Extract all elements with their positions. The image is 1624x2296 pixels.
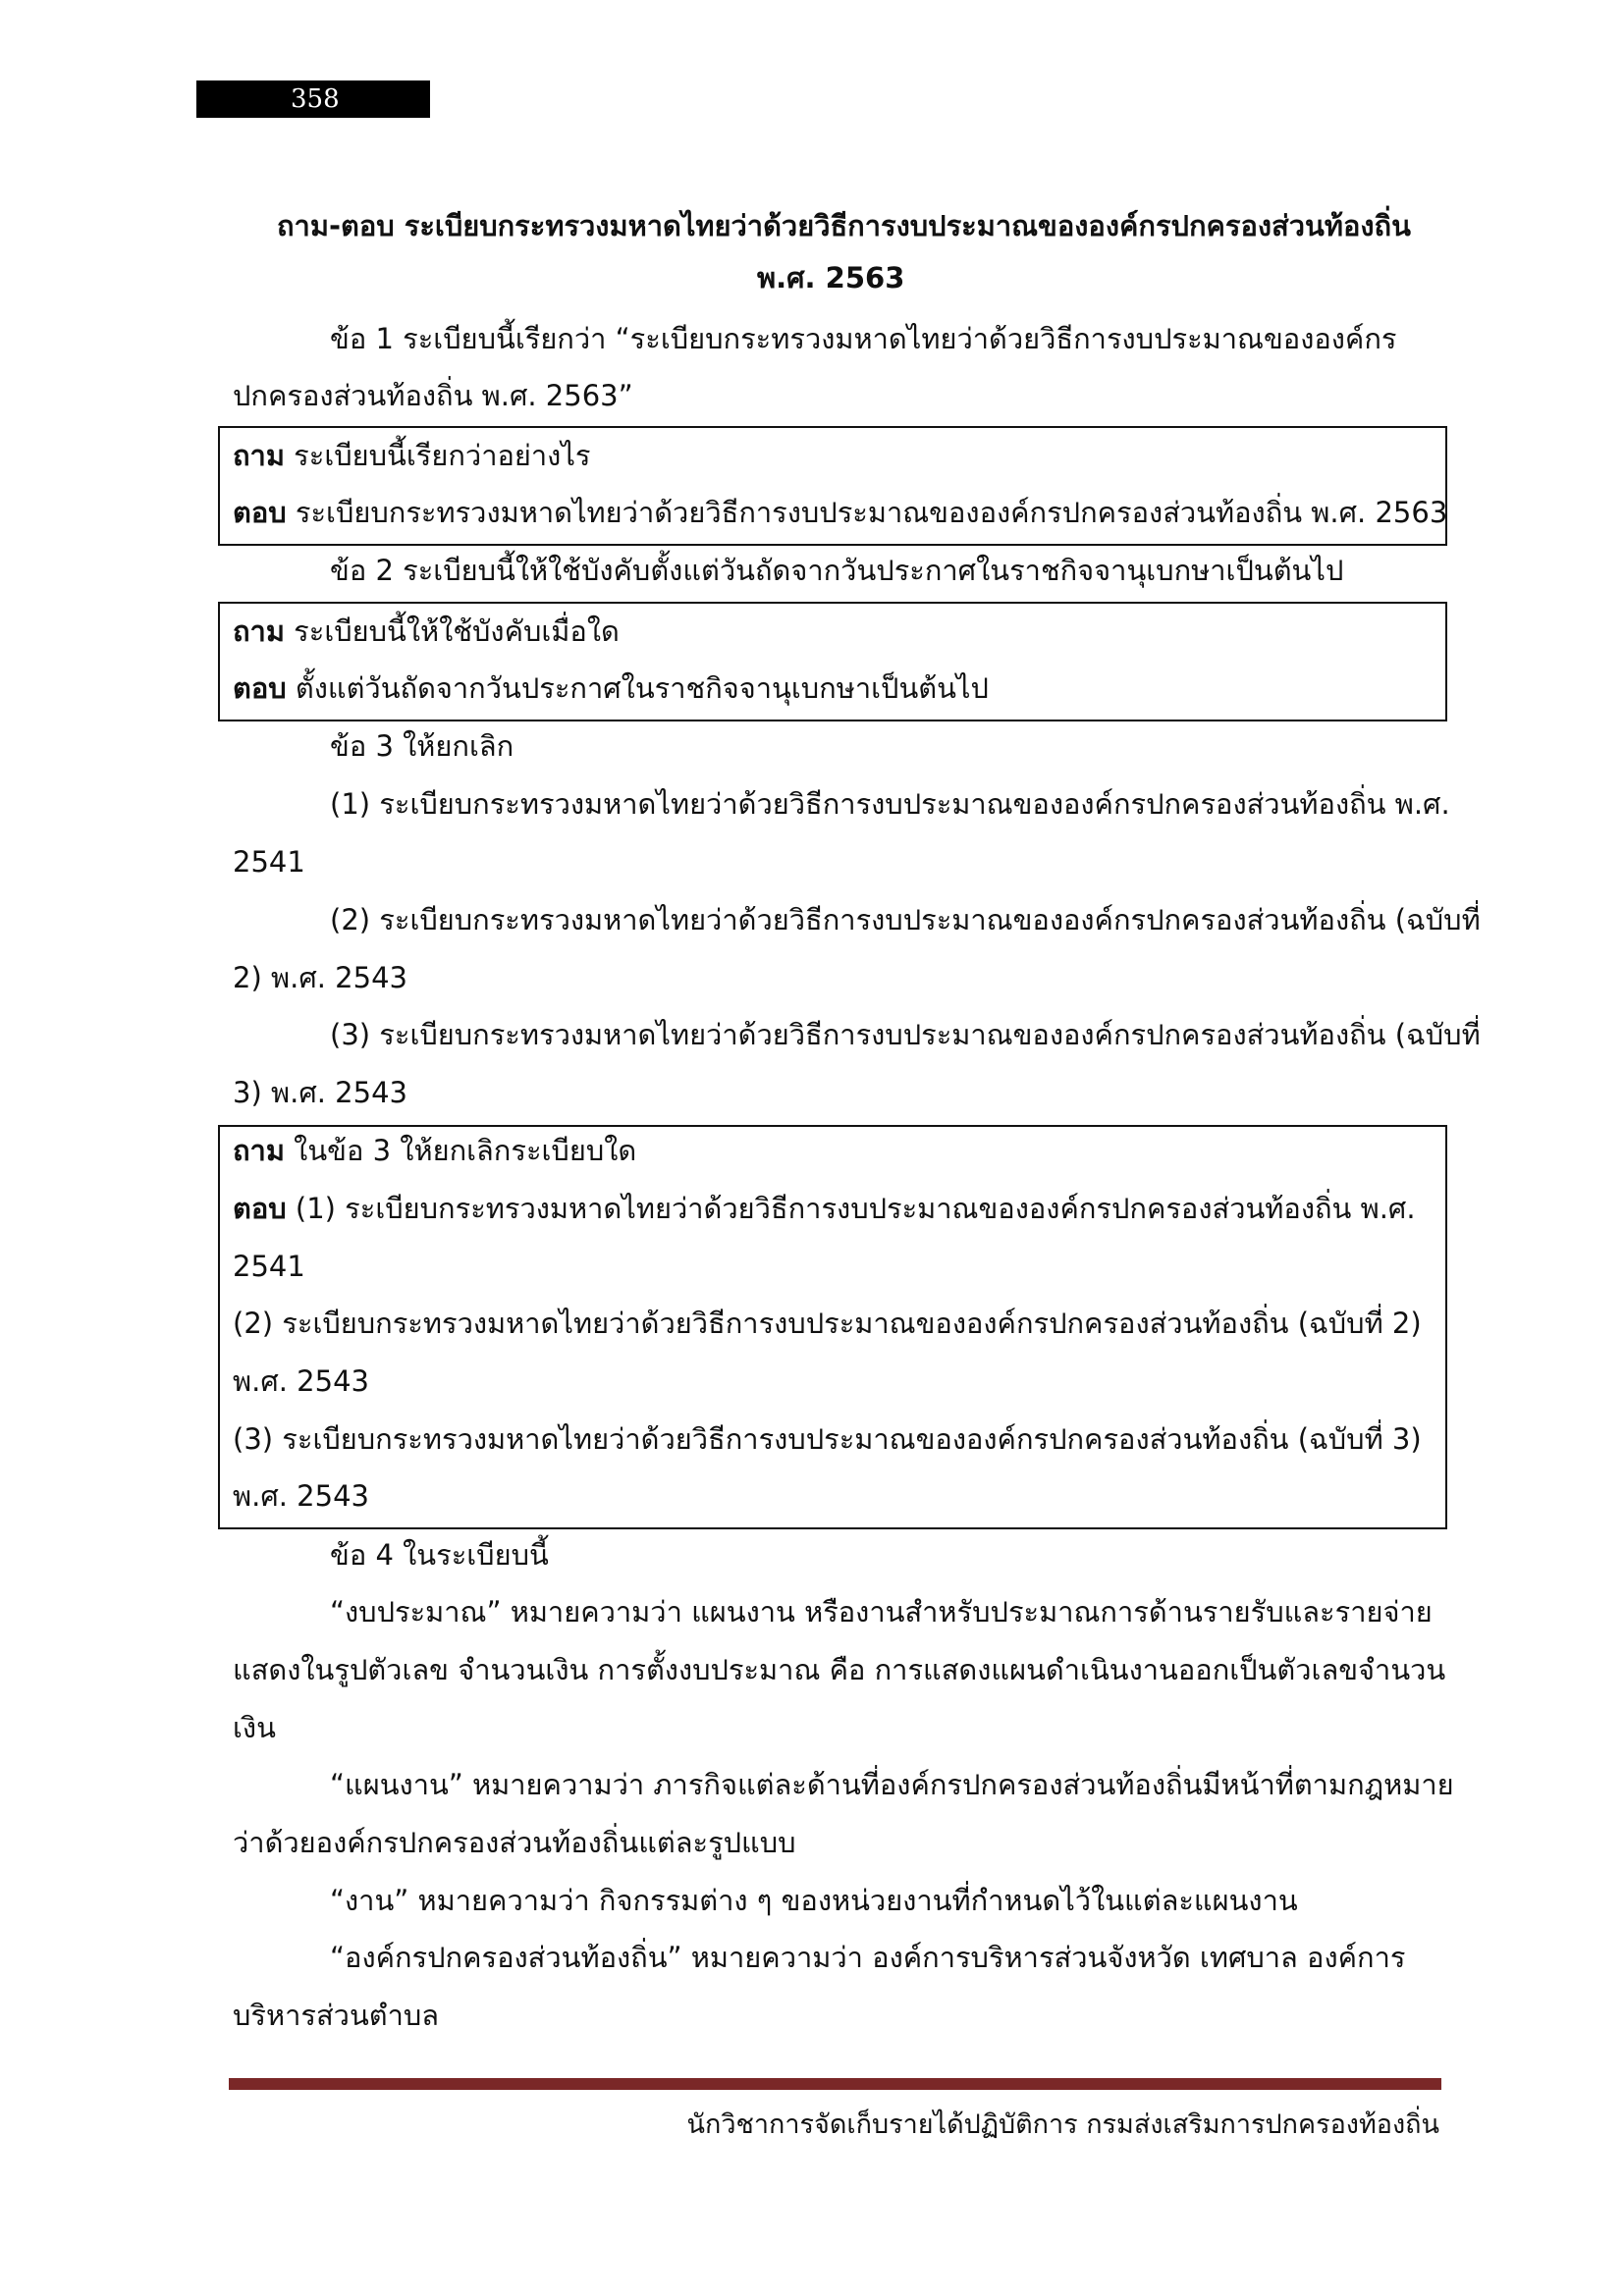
qa3-answer-line5: (3) ระเบียบกระทรวงมหาดไทยว่าด้วยวิธีการงบประมาณขององค์กรปกครองส่วนท้องถิ่น (ฉบับที่ 3): [233, 1422, 1422, 1456]
document-title-line1: ถาม-ตอบ ระเบียบกระทรวงมหาดไทยว่าด้วยวิธีการงบประมาณขององค์กรปกครองส่วนท้องถิ่น: [277, 209, 1411, 242]
article4-def2-line1: “แผนงาน” หมายความว่า ภารกิจแต่ละด้านที่องค์กรปกครองส่วนท้องถิ่นมีหน้าที่ตามกฎหมาย: [330, 1768, 1454, 1801]
qa1-answer: [233, 493, 1447, 532]
document-title-line2: พ.ศ. 2563: [757, 261, 905, 294]
footer-rule: [229, 2078, 1441, 2090]
question-label: ถาม: [233, 1134, 285, 1167]
article3-item1-line1: (1) ระเบียบกระทรวงมหาดไทยว่าด้วยวิธีการงบประมาณขององค์กรปกครองส่วนท้องถิ่น พ.ศ.: [330, 787, 1450, 821]
page-number-box: [196, 80, 430, 118]
qa3-question: [233, 1131, 636, 1170]
question-text: ในข้อ 3 ให้ยกเลิกระเบียบใด: [284, 1134, 637, 1167]
page-number: 358: [291, 84, 340, 114]
article3-item3-line1: (3) ระเบียบกระทรวงมหาดไทยว่าด้วยวิธีการงบประมาณขององค์กรปกครองส่วนท้องถิ่น (ฉบับที่: [330, 1018, 1481, 1051]
article4-def1-line2: แสดงในรูปตัวเลข จำนวนเงิน การตั้งงบประมาณ คือ การแสดงแผนดำเนินงานออกเป็นตัวเลขจำนวน: [233, 1653, 1446, 1686]
question-label: ถาม: [233, 439, 285, 472]
qa2-question: [233, 612, 620, 651]
question-text: ระเบียบนี้ให้ใช้บังคับเมื่อใด: [284, 614, 620, 648]
article4-def4-line2: บริหารส่วนตำบล: [233, 1999, 440, 2032]
article3-item3-line2: 3) พ.ศ. 2543: [233, 1076, 407, 1109]
article3-item2-line1: (2) ระเบียบกระทรวงมหาดไทยว่าด้วยวิธีการงบประมาณขององค์กรปกครองส่วนท้องถิ่น (ฉบับที่: [330, 903, 1481, 936]
qa3-answer-line3: (2) ระเบียบกระทรวงมหาดไทยว่าด้วยวิธีการงบประมาณขององค์กรปกครองส่วนท้องถิ่น (ฉบับที่ 2): [233, 1307, 1422, 1340]
qa2-answer: [233, 668, 989, 708]
question-text: ระเบียบนี้เรียกว่าอย่างไร: [284, 439, 591, 472]
qa1-question: [233, 436, 591, 475]
answer-label: ตอบ: [233, 1192, 287, 1225]
answer-text: (1) ระเบียบกระทรวงมหาดไทยว่าด้วยวิธีการงบประมาณขององค์กรปกครองส่วนท้องถิ่น พ.ศ.: [286, 1192, 1416, 1225]
qa3-answer-line2: 2541: [233, 1250, 305, 1283]
article4-def4-line1: “องค์กรปกครองส่วนท้องถิ่น” หมายความว่า องค์การบริหารส่วนจังหวัด เทศบาล องค์การ: [330, 1941, 1406, 1974]
article4-heading: ข้อ 4 ในระเบียบนี้: [330, 1538, 549, 1572]
qa3-answer-line4: พ.ศ. 2543: [233, 1364, 369, 1398]
article2-line1: ข้อ 2 ระเบียบนี้ให้ใช้บังคับตั้งแต่วันถัดจากวันประกาศในราชกิจจานุเบกษาเป็นต้นไป: [330, 554, 1344, 587]
article1-line2: ปกครองส่วนท้องถิ่น พ.ศ. 2563”: [233, 379, 633, 412]
answer-text: ระเบียบกระทรวงมหาดไทยว่าด้วยวิธีการงบประมาณขององค์กรปกครองส่วนท้องถิ่น พ.ศ. 2563: [286, 496, 1448, 529]
qa3-answer-line6: พ.ศ. 2543: [233, 1479, 369, 1513]
footer-text: นักวิชาการจัดเก็บรายได้ปฏิบัติการ กรมส่งเสริมการปกครองท้องถิ่น: [686, 2109, 1439, 2140]
qa3-answer-line1: [233, 1189, 1416, 1228]
article3-item2-line2: 2) พ.ศ. 2543: [233, 961, 407, 994]
article4-def1-line1: “งบประมาณ” หมายความว่า แผนงาน หรืองานสำหรับประมาณการด้านรายรับและรายจ่าย: [330, 1595, 1433, 1629]
article4-def2-line2: ว่าด้วยองค์กรปกครองส่วนท้องถิ่นแต่ละรูปแบบ: [233, 1826, 796, 1859]
answer-text: ตั้งแต่วันถัดจากวันประกาศในราชกิจจานุเบกษาเป็นต้นไป: [286, 671, 989, 705]
answer-label: ตอบ: [233, 671, 287, 705]
article4-def1-line3: เงิน: [233, 1711, 276, 1744]
question-label: ถาม: [233, 614, 285, 648]
article3-heading: ข้อ 3 ให้ยกเลิก: [330, 729, 514, 763]
article3-item1-line2: 2541: [233, 845, 305, 879]
article1-line1: ข้อ 1 ระเบียบนี้เรียกว่า “ระเบียบกระทรวงมหาดไทยว่าด้วยวิธีการงบประมาณขององค์กร: [330, 322, 1397, 355]
answer-label: ตอบ: [233, 496, 287, 529]
article4-def3-line1: “งาน” หมายความว่า กิจกรรมต่าง ๆ ของหน่วยงานที่กำหนดไว้ในแต่ละแผนงาน: [330, 1884, 1298, 1917]
